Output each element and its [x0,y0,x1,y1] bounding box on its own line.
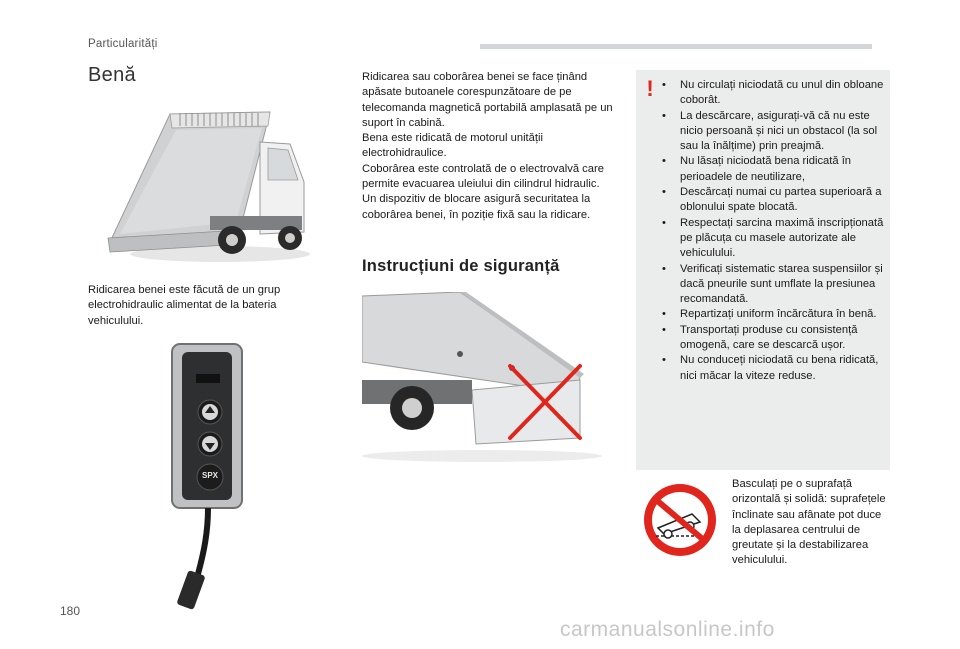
header-rule [480,44,872,49]
no-slope-tipping-icon [640,480,720,560]
spx-button: SPX [201,471,218,480]
bullet-marker: • [662,155,666,168]
page-number: 180 [60,604,81,618]
bullet-marker: • [662,262,666,275]
bullet-marker: • [662,354,666,367]
bullet-marker: • [662,323,666,336]
bullet-marker: • [662,109,666,122]
list-item: • Descărcați numai cu partea superioară a oblonului spate blocată. [662,186,882,214]
main-description [362,70,614,223]
list-item: • Verificați sistematic starea suspensiilor și dacă pneurile sunt umflate la presiunea recomandată. [662,262,883,306]
description-paragraph: Ridicarea sau coborârea benei se face ținând apăsate butoanele corespunzătoare de pe telecomanda magnetică portabilă amplasată pe un suport în cabină. [362,71,613,129]
description-paragraph: Un dispozitiv de blocare asigură securitatea la coborârea benei, în poziție fixă sau la ridicare. [362,193,591,221]
list-item: • Nu conduceți niciodată cu bena ridicată, nici măcar la viteze reduse. [662,354,879,382]
slope-note: Basculați pe o suprafață orizontală și solidă: suprafețele înclinate sau afânate pot duce la deplasarea centrului de greutate și la destabilizarea vehiculului. [732,478,886,567]
list-item: • Repartizați uniform încărcătura în benă. [654,307,888,322]
intro-paragraph: Ridicarea benei este făcută de un grup electrohidraulic alimentat de la bateria vehiculului. [88,284,281,327]
watermark: carmanualsonline.info [560,618,775,641]
bullet-marker: • [662,79,666,91]
list-item: • Respectați sarcina maximă inscripționată pe plăcuța cu masele autorizate ale vehiculului. [662,216,884,260]
bullet-marker: • [662,186,666,199]
safety-list [654,78,888,384]
section-label: Particularități [88,38,158,50]
exclamation-icon: ! [646,76,654,101]
list-item: • Transportați produse cu consistență omogenă, care se descarcă ușor. [662,323,858,352]
bullet-marker: • [662,216,666,229]
bullet-marker: • [662,308,666,321]
tipper-truck-illustration [100,104,310,266]
description-paragraph: Coborârea este controlată de o electrovalvă care permite evacuarea uleiului din cilindrul hidraulic. [362,162,604,191]
raised-bed-warning-illustration [362,292,612,464]
list-item: • La descărcare, asigurați-vă că nu este nicio persoană și nici un obstacol (la sol sau la înălțime) prin preajmă. [662,109,878,153]
safety-heading: Instrucțiuni de siguranță [362,257,560,275]
description-paragraph: Bena este ridicată de motorul unității electrohidraulice. [362,132,543,160]
list-item: • Nu circulați niciodată cu unul din obloane coborât. [662,79,884,107]
list-item: • Nu lăsați niciodată bena ridicată în perioadele de neutilizare, [662,155,852,183]
section-title: Benă [88,64,136,86]
